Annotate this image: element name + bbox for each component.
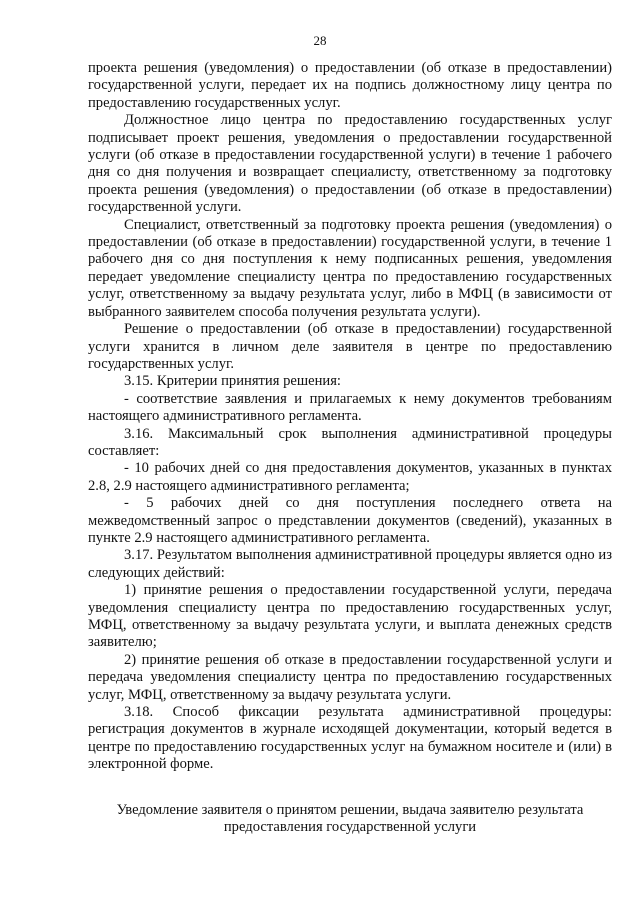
paragraph: Должностное лицо центра по предоставлению государственных услуг подписывает проект решения, уведомления о предоставлении государственной услуги (об отказе в предоставлении государственной услуги) в течение 1 рабочего дня со дня получения и возвращает специалисту, ответственному за подготовку проекта решения (уведомления) о предоставлении (об отказе в предоставлении) государственной услуги. xyxy=(88,112,612,216)
paragraph: 3.15. Критерии принятия решения: xyxy=(124,373,341,390)
paragraph: - 5 рабочих дней со дня поступления последнего ответа на межведомственный запрос о представлении документов (сведений), указанных в пункте 2.9 настоящего административного регламента. xyxy=(88,495,612,546)
paragraph: 1) принятие решения о предоставлении государственной услуги, передача уведомления специалисту центра по предоставлению государственных услуг, МФЦ, ответственному за выдачу результата услуги, и выплата денежных средств заявителю; xyxy=(88,582,612,651)
paragraph: Решение о предоставлении (об отказе в предоставлении) государственной услуги хранится в личном деле заявителя в центре по предоставлению государственных услуг. xyxy=(88,321,612,372)
paragraph: 3.17. Результатом выполнения административной процедуры является одно из следующих действий: xyxy=(88,547,612,581)
paragraph: - 10 рабочих дней со дня предоставления документов, указанных в пунктах 2.8, 2.9 настоящего административного регламента; xyxy=(88,460,612,494)
paragraph: проекта решения (уведомления) о предоставлении (об отказе в предоставлении) государственной услуги, передает их на подпись должностному лицу центра по предоставлению государственных услуг. xyxy=(88,60,612,111)
section-heading xyxy=(100,802,600,837)
section-heading-line-2: предоставления государственной услуги xyxy=(223,819,477,836)
paragraph: 3.16. Максимальный срок выполнения административной процедуры составляет: xyxy=(88,425,612,459)
section-heading-line-1: Уведомление заявителя о принятом решении, выдача заявителю результата xyxy=(116,802,584,818)
paragraph: 2) принятие решения об отказе в предоставлении государственной услуги и передача уведомления специалисту центра по предоставлению государственных услуг, МФЦ, ответственному за выдачу результата услуги. xyxy=(88,651,612,703)
paragraph: Специалист, ответственный за подготовку проекта решения (уведомления) о предоставлении (об отказе в предоставлении) государственной услуги, в течение 1 рабочего дня со дня поступления к нему подписанных решения, уведомления передает уведомление специалисту центра по предоставлению государственных услуг, ответственному за выдачу результата услуг, либо в МФЦ (в зависимости от выбранного заявителем способа получения результата услуги). xyxy=(88,216,612,320)
paragraph: - соответствие заявления и прилагаемых к нему документов требованиям настоящего административного регламента. xyxy=(88,390,612,425)
paragraph: 3.18. Способ фиксации результата административной процедуры: регистрация документов в журнале исходящей документации, который ведется в центре по предоставлению государственных услуг на бумажном носителе и (или) в электронной форме. xyxy=(88,704,612,773)
document-body xyxy=(88,60,612,774)
page-number: 28 xyxy=(313,33,327,48)
